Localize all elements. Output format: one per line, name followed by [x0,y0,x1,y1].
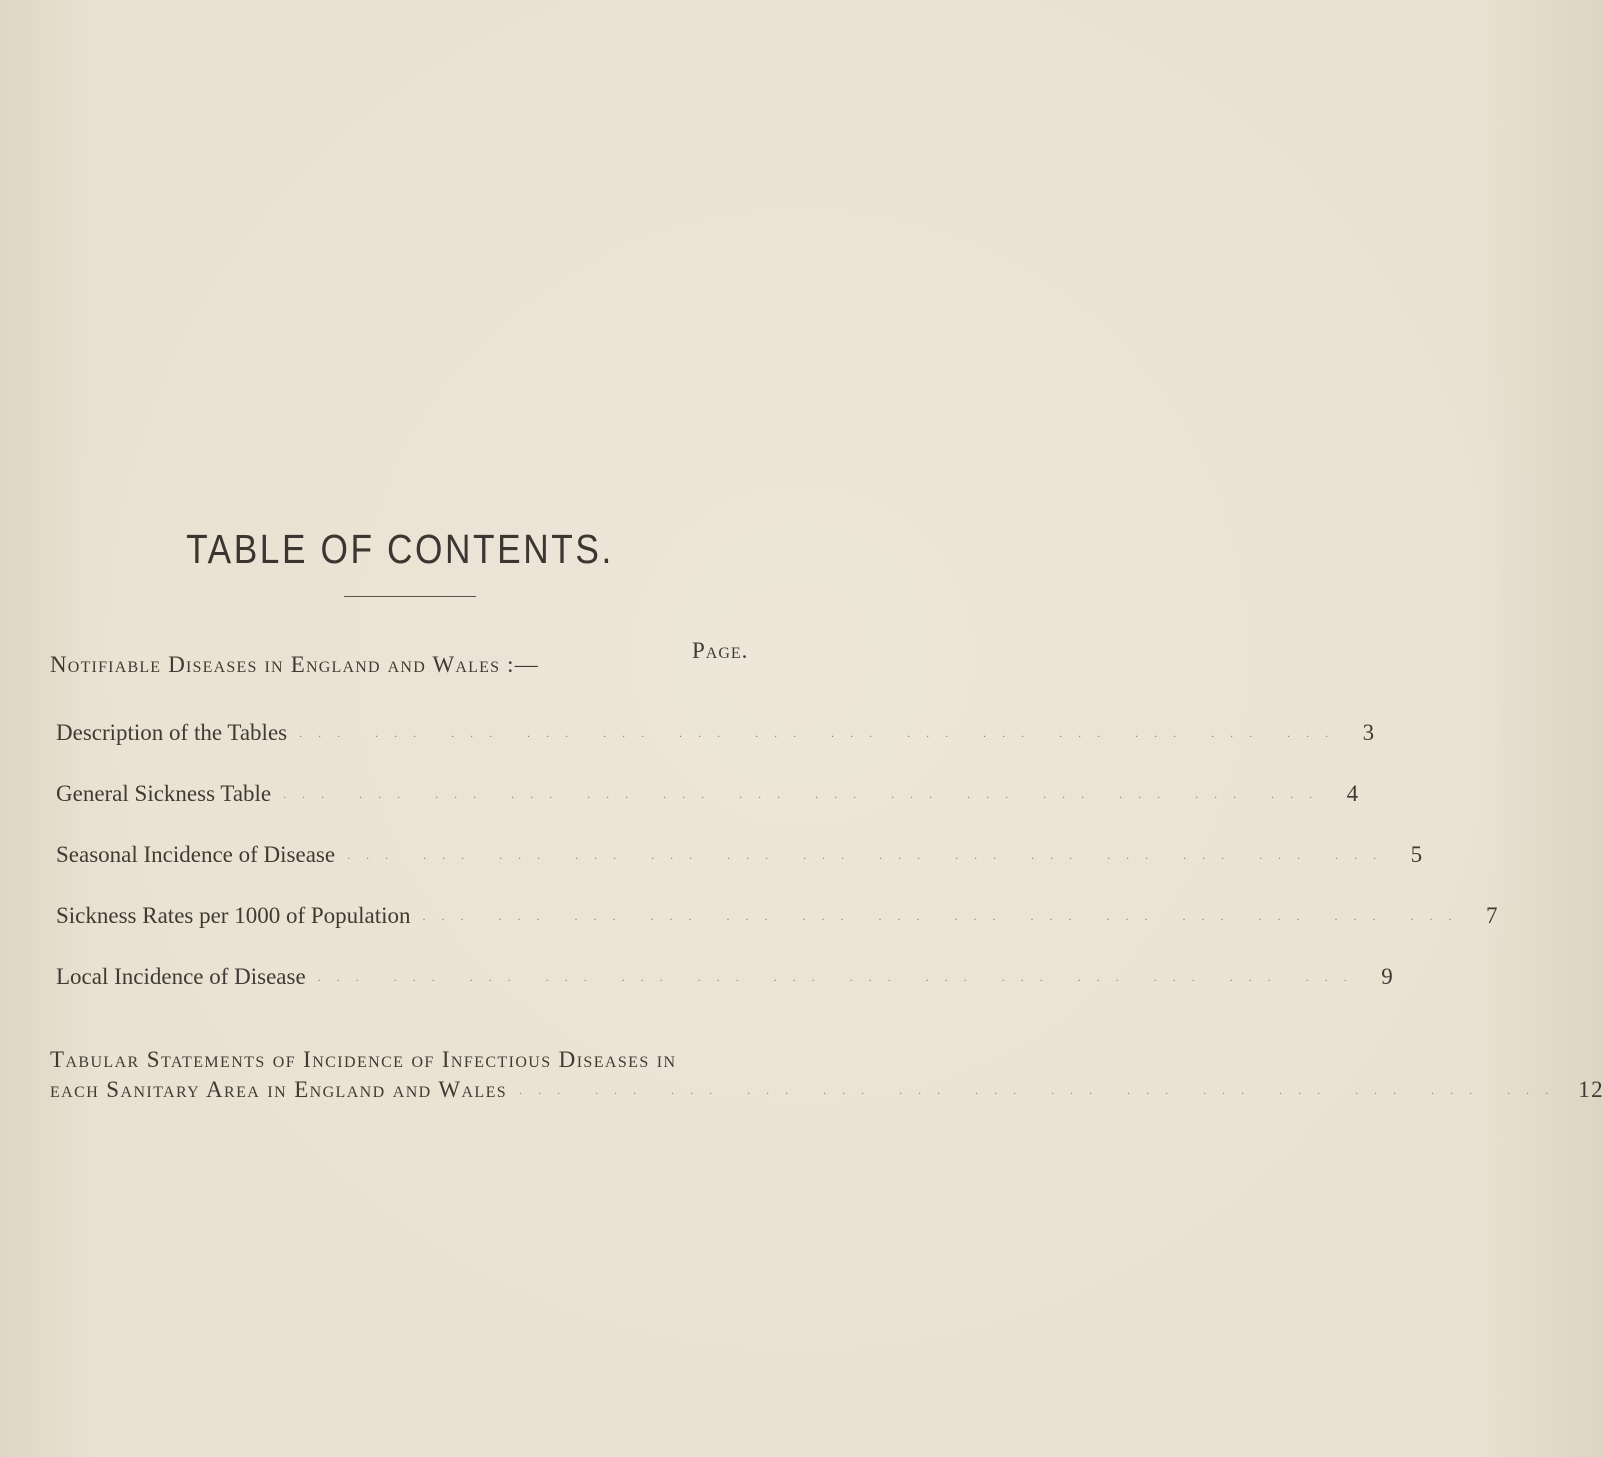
dot-leader: ... ... ... ... ... ... ... ... ... ... ... ... ... ... [422,909,1468,923]
toc-entry-page: 3 [1362,720,1375,745]
dot-leader: ... ... ... ... ... ... ... ... ... ... ... ... ... ... [347,848,1393,862]
dot-leader: ... ... ... ... ... ... ... ... ... ... ... ... ... ... [519,1083,1565,1097]
dot-leader: ... ... ... ... ... ... ... ... ... ... ... ... ... ... [317,970,1363,984]
toc-entry-seasonal-incidence[interactable] [56,842,1423,872]
toc-entry-sickness-rates[interactable] [56,903,1498,933]
toc-entry-line2 [50,1075,1604,1108]
toc-entry-label: Sickness Rates per 1000 of Population [56,903,411,928]
toc-entry-local-incidence[interactable] [56,964,1393,994]
page-title: TABLE OF CONTENTS. [186,526,614,572]
toc-entry-page: 12 [1578,1077,1604,1102]
page-column-label: Page. [692,638,749,663]
toc-entry-page: 7 [1486,903,1498,928]
toc-entry-tabular-statements[interactable] [50,1045,1604,1108]
toc-entry-description[interactable] [56,720,1375,750]
title-underline [344,596,476,597]
toc-entry-label: General Sickness Table [56,781,272,806]
toc-entry-label: Seasonal Incidence of Disease [56,842,336,867]
toc-entry-page: 9 [1381,964,1393,989]
toc-entry-label-line2: each Sanitary Area in England and Wales [50,1077,508,1102]
toc-entry-label: Local Incidence of Disease [56,964,306,989]
dot-leader: ... ... ... ... ... ... ... ... ... ... ... ... ... ... [283,787,1329,801]
toc-entry-label-line1: Tabular Statements of Incidence of Infectious Diseases in [50,1047,677,1072]
section-heading: Notifiable Diseases in England and Wales :— [50,652,539,677]
toc-entry-page: 5 [1410,842,1423,867]
toc-entry-general-sickness[interactable] [56,781,1359,811]
dot-leader: ... ... ... ... ... ... ... ... ... ... ... ... ... ... [299,726,1345,740]
toc-entry-label: Description of the Tables [56,720,288,745]
toc-entry-page: 4 [1346,781,1359,806]
